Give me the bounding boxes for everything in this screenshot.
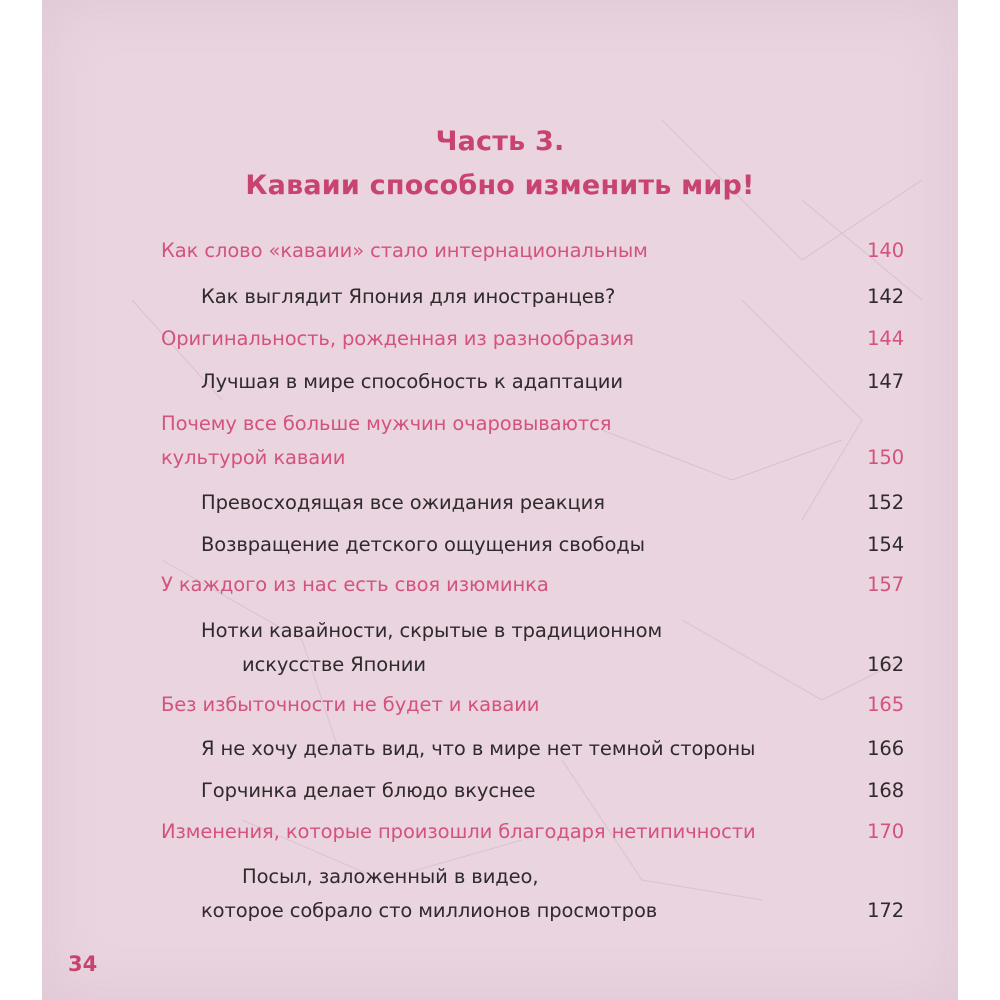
toc-entry-page: 172: [867, 899, 904, 922]
toc-entry[interactable]: [42, 570, 958, 600]
toc-entry-page: 170: [867, 820, 904, 843]
toc-entry[interactable]: [42, 409, 958, 469]
toc-entry-title-cont: искусстве Японии: [242, 653, 426, 676]
toc-entry[interactable]: [42, 817, 958, 847]
toc-entry-title: Возвращение детского ощущения свободы: [201, 533, 645, 556]
toc-entry[interactable]: [42, 324, 958, 354]
toc-entry-title: Без избыточности не будет и каваии: [161, 693, 540, 716]
toc-entry-title: Лучшая в мире способность к адаптации: [201, 370, 623, 393]
toc-entry[interactable]: [42, 862, 958, 926]
toc-entry-title: Как слово «каваии» стало интернациональным: [161, 239, 648, 262]
toc-entry-title: Посыл, заложенный в видео,: [242, 865, 539, 888]
toc-entry-page: 154: [867, 533, 904, 556]
toc-entry-title: У каждого из нас есть своя изюминка: [161, 573, 549, 596]
toc-entry-page: 162: [867, 653, 904, 676]
toc-entry-title: Почему все больше мужчин очаровываются: [161, 412, 612, 435]
toc-entry-title: Нотки кавайности, скрытые в традиционном: [201, 619, 663, 642]
toc-entry-title: Я не хочу делать вид, что в мире нет темной стороны: [201, 737, 756, 760]
toc-entry[interactable]: [42, 776, 958, 806]
toc-entry-page: 147: [867, 370, 904, 393]
toc-entry-title: Изменения, которые произошли благодаря нетипичности: [161, 820, 756, 843]
toc-entry[interactable]: [42, 616, 958, 676]
toc-entry[interactable]: [42, 282, 958, 312]
toc-entry-title-cont: которое собрало сто миллионов просмотров: [201, 899, 658, 922]
part-subtitle: Каваии способно изменить мир!: [245, 170, 755, 201]
toc-entry[interactable]: [42, 734, 958, 764]
toc-entry-title-cont: культурой каваии: [161, 446, 346, 469]
toc-entry-title: Превосходящая все ожидания реакция: [201, 491, 605, 514]
toc-entry-page: 142: [867, 285, 904, 308]
toc-entry-page: 166: [867, 737, 904, 760]
toc-entry[interactable]: [42, 530, 958, 560]
toc-entry-title: Как выглядит Япония для иностранцев?: [201, 285, 616, 308]
toc-entry-title: Оригинальность, рожденная из разнообразия: [161, 327, 634, 350]
toc-entry-page: 157: [867, 573, 904, 596]
book-page: [42, 0, 958, 1000]
toc-entry-page: 165: [867, 693, 904, 716]
toc-entry-page: 150: [867, 446, 904, 469]
toc-entry[interactable]: [42, 367, 958, 397]
toc-entry[interactable]: [42, 690, 958, 720]
part-title: Часть 3.: [435, 126, 565, 157]
toc-entry-page: 140: [867, 239, 904, 262]
toc-entry-title: Горчинка делает блюдо вкуснее: [201, 779, 536, 802]
toc-entry-page: 168: [867, 779, 904, 802]
toc-entry[interactable]: [42, 236, 958, 266]
toc-entry-page: 152: [867, 491, 904, 514]
toc-entry-page: 144: [867, 327, 904, 350]
page-number: 34: [68, 952, 98, 976]
toc-entry[interactable]: [42, 488, 958, 518]
